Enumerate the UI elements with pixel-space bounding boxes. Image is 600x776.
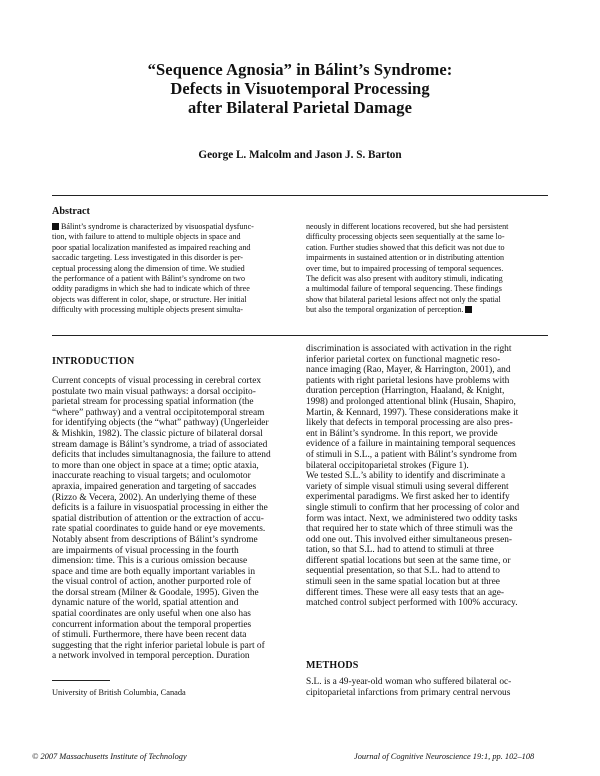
text-span: Current concepts of visual processing in cerebral cortex [52, 376, 262, 386]
text-span: deficits is a failure in visuospatial processing in either the [52, 503, 268, 514]
journal-citation-footer: Journal of Cognitive Neuroscience 19:1, pp. 102–108 [354, 752, 535, 761]
text-span: space and time are both equally important variables in [52, 566, 256, 577]
text-line [306, 274, 550, 284]
text-line [52, 253, 296, 263]
text-span: apraxia, impaired generation and targeting of saccades [52, 481, 257, 492]
text-span: tion, with failure to attend to multiple objects in space and [52, 232, 241, 242]
introduction-heading: INTRODUCTION [52, 356, 135, 367]
text-line [52, 274, 296, 284]
text-line [306, 535, 550, 546]
text-line [306, 232, 550, 242]
footnote-rule [52, 680, 110, 681]
text-span: dimension: time. This is a curious omission because [52, 556, 248, 567]
text-span: likely that defects in temporal processing are also pres- [306, 418, 513, 429]
text-span: matched control subject performed with 100% accuracy. [306, 598, 518, 609]
text-span: The deficit was also present with auditory stimuli, indicating [306, 274, 503, 284]
text-line [306, 284, 550, 294]
text-span: dynamic nature of the world, spatial attention and [52, 598, 239, 609]
text-span: over time, but to impaired processing of temporal sequences. [306, 263, 504, 273]
text-line [52, 598, 296, 609]
title-line: after Bilateral Parietal Damage [187, 98, 413, 117]
text-span: bilateral occipitoparietal strokes (Figure 1). [306, 460, 469, 471]
text-span: a network involved in temporal perception. Duration [52, 651, 250, 662]
text-line [52, 471, 296, 482]
methods-heading: METHODS [306, 660, 359, 671]
text-span: discrimination is associated with activation in the right [306, 344, 512, 354]
abstract-start-square-icon [52, 223, 59, 230]
text-span: patients with right parietal lesions have problems with [306, 375, 510, 386]
text-span: neously in different locations recovered, but she had persistent [306, 222, 509, 231]
text-line [306, 577, 550, 588]
text-line [52, 556, 296, 567]
text-span: different times. These were all easy tests that an age- [306, 587, 505, 598]
text-span: Martin, & Kennard, 1997). These considerations make it [306, 407, 519, 418]
title-line: Defects in Visuotemporal Processing [170, 79, 430, 98]
text-span: suggesting that the right inferior parietal lobule is part of [52, 640, 265, 651]
text-line [52, 482, 296, 493]
text-span: stimuli seen in the same spatial location but at three [306, 577, 500, 588]
text-line [306, 503, 550, 514]
intro-right-column [306, 344, 550, 609]
text-line [52, 397, 296, 408]
text-span: cation. Further studies showed that this deficit was not due to [306, 242, 505, 252]
text-line [306, 376, 550, 387]
text-span: impairments in sustained attention or in distributing attention [306, 253, 505, 263]
text-span: concurrent information about the temporal properties [52, 619, 252, 630]
text-line [52, 577, 296, 588]
text-line [52, 514, 296, 525]
text-span: duration perception (Harrington, Haaland, & Knight, [306, 386, 505, 397]
text-span: tation, so that S.L. had to attend to stimuli at three [306, 545, 494, 556]
text-span: poor spatial localization manifested as impaired reaching and [52, 242, 251, 252]
text-line [52, 609, 296, 620]
text-line [306, 386, 550, 397]
text-span: experimental paradigms. We first asked her to identify [306, 492, 510, 503]
text-span: a multimodal failure of temporal sequencing. These findings [306, 284, 502, 294]
text-span: the dorsal stream (Milner & Goodale, 1995). Given the [52, 587, 259, 598]
abstract-end-square-icon [465, 306, 472, 313]
text-span: show that bilateral parietal lesions affect not only the spatial [306, 294, 501, 304]
text-line [306, 598, 550, 609]
methods-column [306, 677, 550, 698]
text-span: oddity paradigms in which she had to indicate which of three [52, 284, 250, 294]
text-line [52, 264, 296, 274]
text-line [306, 429, 550, 440]
text-line [52, 461, 296, 472]
text-line [306, 222, 550, 232]
text-span: difficulty with processing multiple objects present simulta- [52, 305, 243, 315]
text-line [52, 387, 296, 398]
text-span: ceptual processing along the dimension of time. We studied [52, 263, 245, 273]
text-line [306, 514, 550, 525]
text-line [306, 344, 550, 355]
text-line [52, 620, 296, 631]
text-span: parietal stream for processing spatial information (the [52, 397, 254, 408]
text-line [52, 630, 296, 641]
text-line [52, 535, 296, 546]
text-span: form was intact. Next, we administered two oddity tasks [306, 513, 518, 524]
text-span: evidence of a failure in maintaining temporal sequences [306, 439, 516, 450]
abstract-heading: Abstract [52, 206, 90, 217]
text-line [52, 418, 296, 429]
text-span: objects was different in color, shape, or structure. Her initial [52, 294, 247, 304]
text-line [306, 524, 550, 535]
text-line [306, 408, 550, 419]
text-line [52, 429, 296, 440]
text-span: postulate two main visual pathways: a dorsal occipito- [52, 386, 256, 397]
text-line [306, 588, 550, 599]
copyright-footer: © 2007 Massachusetts Institute of Technology [32, 752, 187, 761]
text-line [306, 677, 550, 688]
text-span: inaccurate reaching to visual targets; and oculomotor [52, 471, 251, 482]
text-span: S.L. is a 49-year-old woman who suffered bilateral oc- [306, 677, 512, 687]
text-span: different spatial locations but seen at the same time, or [306, 555, 511, 566]
text-line [306, 545, 550, 556]
text-line [52, 567, 296, 578]
text-line [306, 566, 550, 577]
text-line [52, 222, 296, 232]
text-span: spatial distribution of attention or the extraction of accu- [52, 513, 264, 524]
abstract-top-rule [52, 195, 548, 196]
text-line [52, 651, 296, 662]
text-line [306, 397, 550, 408]
text-span: ent in Bálint’s syndrome. In this report, we provide [306, 428, 498, 439]
text-line [52, 524, 296, 535]
text-line [52, 546, 296, 557]
text-span: the performance of a patient with Bálint’s syndrome on two [52, 274, 246, 284]
abstract-right-column [306, 222, 550, 316]
text-span: rate spatial coordinates to guide hand or eye movements. [52, 524, 266, 535]
text-line [52, 493, 296, 504]
title-line: “Sequence Agnosia” in Bálint’s Syndrome: [147, 60, 453, 79]
text-span: Notably absent from descriptions of Bálint’s syndrome [52, 534, 258, 545]
text-span: stream damage is Bálint’s syndrome, a triad of associated [52, 439, 268, 450]
author-list: George L. Malcolm and Jason J. S. Barton [198, 149, 402, 161]
text-line [306, 305, 550, 315]
text-span: inferior parietal cortex on functional magnetic reso- [306, 354, 501, 365]
text-line [306, 471, 550, 482]
text-line [306, 482, 550, 493]
text-span: “where” pathway) and a ventral occipitotemporal stream [52, 407, 265, 418]
text-line [52, 440, 296, 451]
text-line [52, 450, 296, 461]
text-span: difficulty processing objects seen sequentially at the same lo- [306, 232, 505, 242]
text-line [52, 243, 296, 253]
text-line [52, 588, 296, 599]
intro-left-column [52, 376, 296, 662]
text-span: the visual control of action, another purported role of [52, 577, 252, 588]
text-span: that required her to state which of three stimuli was the [306, 524, 513, 535]
text-span: cipitoparietal infarctions from primary central nervous [306, 687, 511, 698]
text-span: Bálint’s syndrome is characterized by visuospatial dysfunc- [61, 222, 254, 231]
text-span: spatial coordinates are only useful when one also has [52, 609, 251, 620]
text-span: deficits that includes simultanagnosia, the failure to attend [52, 450, 271, 461]
text-line [306, 450, 550, 461]
text-line [52, 408, 296, 419]
text-line [306, 418, 550, 429]
text-line [52, 376, 296, 387]
text-line [306, 253, 550, 263]
text-line [306, 295, 550, 305]
text-line [306, 365, 550, 376]
text-line [306, 355, 550, 366]
text-line [306, 264, 550, 274]
text-span: single stimuli to confirm that her processing of color and [306, 502, 520, 513]
text-line [306, 492, 550, 503]
text-line [306, 688, 550, 699]
text-line [52, 641, 296, 652]
affiliation: University of British Columbia, Canada [52, 688, 186, 697]
text-line [306, 243, 550, 253]
text-line [52, 503, 296, 514]
text-span: of stimuli in S.L., a patient with Bálint’s syndrome from [306, 449, 517, 460]
text-line [52, 232, 296, 242]
text-span: odd one out. This involved either simultaneous presen- [306, 534, 513, 545]
text-line [52, 305, 296, 315]
text-line [52, 295, 296, 305]
text-span: (Rizzo & Vecera, 2002). An underlying theme of these [52, 492, 257, 503]
text-line [306, 461, 550, 472]
text-span: 1998) and prolonged attentional blink (Husain, Shapiro, [306, 396, 516, 407]
text-span: & Mishkin, 1982). The classic picture of bilateral dorsal [52, 428, 263, 439]
text-span: saccadic targeting. Less investigated in this disorder is per- [52, 253, 243, 263]
abstract-bottom-rule [52, 335, 548, 336]
text-line [306, 439, 550, 450]
text-span: but also the temporal organization of perception. [306, 305, 464, 315]
text-line [52, 284, 296, 294]
text-span: variety of simple visual stimuli using several different [306, 481, 509, 492]
text-span: sequential presentation, so that S.L. had to attend to [306, 566, 500, 577]
text-span: to more than one object in space at a time; optic ataxia, [52, 460, 259, 471]
article-title [40, 60, 560, 117]
text-span: nance imaging (Rao, Mayer, & Harrington, 2001), and [306, 365, 511, 376]
text-span: are impairments of visual processing in the fourth [52, 545, 239, 556]
text-span: of stimuli. Furthermore, there have been recent data [52, 630, 247, 641]
text-span: We tested S.L.’s ability to identify and discriminate a [306, 471, 506, 482]
abstract-left-column [52, 222, 296, 316]
text-span: for identifying objects (the “what” pathway) (Ungerleider [52, 418, 269, 429]
text-line [306, 556, 550, 567]
